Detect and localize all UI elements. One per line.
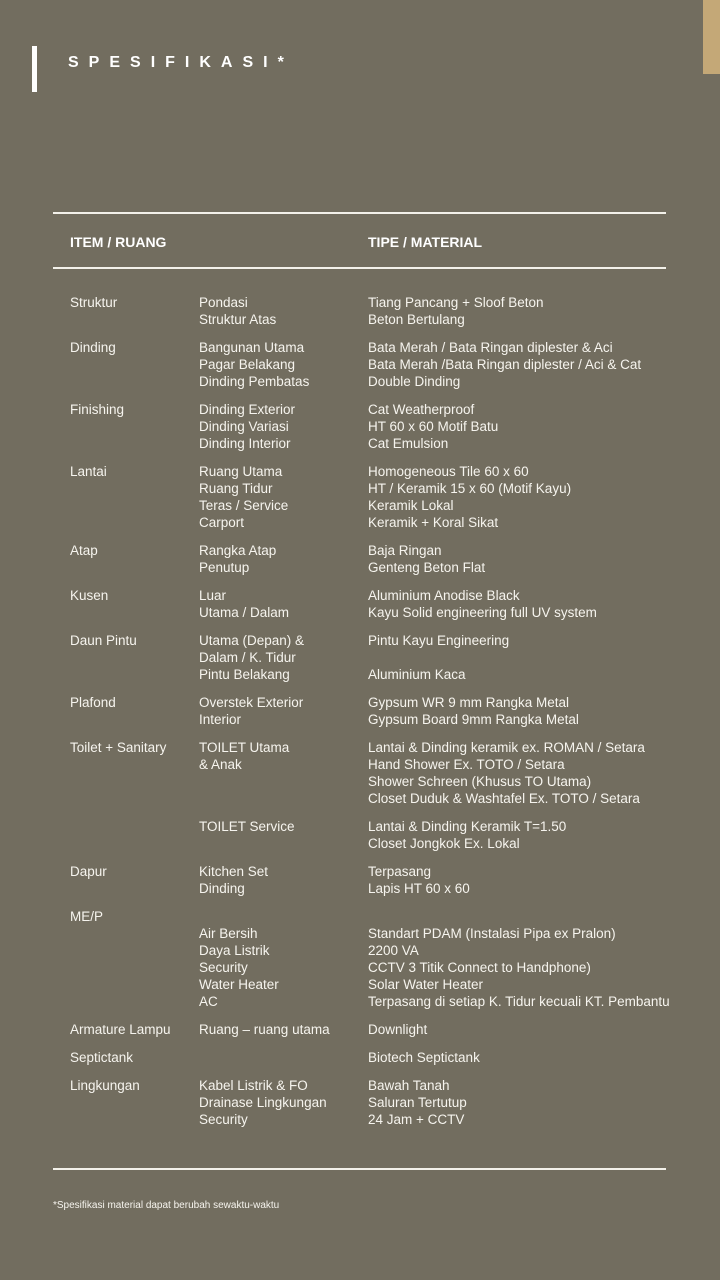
spec-row	[0, 863, 720, 897]
spec-category: ME/P	[70, 909, 104, 924]
spec-items	[199, 463, 288, 531]
spec-material: Terpasang di setiap K. Tidur kecuali KT. Pembantu	[368, 994, 670, 1009]
spec-material: CCTV 3 Titik Connect to Handphone)	[368, 960, 591, 975]
spec-item: Ruang – ruang utama	[199, 1022, 330, 1037]
spec-category: Plafond	[70, 695, 116, 710]
spec-category: Atap	[70, 543, 98, 558]
spec-item: Pintu Belakang	[199, 667, 290, 682]
spec-materials	[368, 463, 571, 531]
spec-row	[0, 908, 720, 1010]
spec-materials	[368, 1049, 480, 1066]
spec-item: Security	[199, 960, 248, 975]
spec-items	[199, 401, 295, 452]
spec-item: Air Bersih	[199, 926, 258, 941]
spec-row	[0, 587, 720, 621]
spec-material: Lantai & Dinding Keramik T=1.50	[368, 819, 567, 834]
spec-item: Dinding Variasi	[199, 419, 289, 434]
spec-item: Carport	[199, 515, 245, 530]
spec-item: Pondasi	[199, 295, 248, 310]
spec-item: Rangka Atap	[199, 543, 277, 558]
spec-item: Pagar Belakang	[199, 357, 296, 372]
spec-items	[199, 863, 268, 897]
spec-row	[0, 1049, 720, 1066]
spec-item: Luar	[199, 588, 227, 603]
spec-material: Aluminium Kaca	[368, 667, 466, 682]
spec-items	[199, 1021, 330, 1038]
spec-material: Standart PDAM (Instalasi Pipa ex Pralon)	[368, 926, 616, 941]
spec-item: Utama / Dalam	[199, 605, 290, 620]
spec-category: Finishing	[70, 402, 125, 417]
spec-category: Lingkungan	[70, 1078, 140, 1093]
spec-row	[0, 294, 720, 328]
table-top-rule	[53, 212, 666, 214]
spec-item: Kabel Listrik & FO	[199, 1078, 308, 1093]
footnote: *Spesifikasi material dapat berubah sewaktu-waktu	[53, 1200, 280, 1211]
spec-material: Bata Merah / Bata Ringan diplester & Aci	[368, 340, 613, 355]
spec-item: Security	[199, 1112, 248, 1127]
spec-material: Biotech Septictank	[368, 1050, 480, 1065]
spec-item: Bangunan Utama	[199, 340, 305, 355]
spec-items	[199, 632, 304, 683]
spec-items	[199, 339, 309, 390]
spec-materials	[368, 587, 597, 621]
spec-row	[0, 542, 720, 576]
spec-materials	[368, 818, 566, 852]
spec-material: Downlight	[368, 1022, 428, 1037]
spec-material: 24 Jam + CCTV	[368, 1112, 465, 1127]
spec-category: Septictank	[70, 1050, 134, 1065]
spec-material: Bata Merah /Bata Ringan diplester / Aci & Cat	[368, 357, 642, 372]
spec-material: Terpasang	[368, 864, 432, 879]
spec-item: Teras / Service	[199, 498, 289, 513]
spec-row	[0, 632, 720, 683]
spec-item: Struktur Atas	[199, 312, 277, 327]
spec-material: HT 60 x 60 Motif Batu	[368, 419, 499, 434]
spec-item: Drainase Lingkungan	[199, 1095, 327, 1110]
spec-row	[0, 463, 720, 531]
spec-materials	[368, 294, 544, 328]
spec-material: Cat Emulsion	[368, 436, 449, 451]
spec-items	[199, 587, 289, 621]
spec-item: Utama (Depan) &	[199, 633, 305, 648]
spec-category: Dinding	[70, 340, 116, 355]
spec-item: Overstek Exterior	[199, 695, 304, 710]
spec-table	[0, 294, 720, 1139]
spec-material: Gypsum Board 9mm Rangka Metal	[368, 712, 579, 727]
page-title: SPESIFIKASI*	[68, 54, 294, 71]
spec-materials	[368, 863, 470, 897]
spec-material: 2200 VA	[368, 943, 419, 958]
spec-material: Double Dinding	[368, 374, 461, 389]
spec-item: Dalam / K. Tidur	[199, 650, 296, 665]
spec-material: Homogeneous Tile 60 x 60	[368, 464, 529, 479]
spec-item: Dinding Interior	[199, 436, 291, 451]
corner-accent-tab	[703, 0, 720, 74]
spec-material: Cat Weatherproof	[368, 402, 475, 417]
spec-row	[0, 739, 720, 807]
spec-material: Lantai & Dinding keramik ex. ROMAN / Setara	[368, 740, 645, 755]
spec-row	[0, 1077, 720, 1128]
spec-items	[199, 294, 276, 328]
spec-row	[0, 1021, 720, 1038]
spec-item: Daya Listrik	[199, 943, 270, 958]
spec-material: Keramik + Koral Sikat	[368, 515, 499, 530]
spec-item: Ruang Tidur	[199, 481, 273, 496]
spec-item: Interior	[199, 712, 242, 727]
spec-material: Bawah Tanah	[368, 1078, 450, 1093]
spec-item: Dinding Pembatas	[199, 374, 310, 389]
spec-category: Dapur	[70, 864, 107, 879]
spec-item: & Anak	[199, 757, 242, 772]
spec-row	[0, 818, 720, 852]
spec-material: Genteng Beton Flat	[368, 560, 486, 575]
spec-material: Solar Water Heater	[368, 977, 484, 992]
header-item-ruang: ITEM / RUANG	[70, 234, 167, 250]
spec-materials	[368, 339, 641, 390]
spec-material: Closet Jongkok Ex. Lokal	[368, 836, 520, 851]
spec-row	[0, 694, 720, 728]
table-bottom-rule	[53, 1168, 666, 1170]
spec-materials	[368, 925, 670, 1010]
spec-items	[199, 542, 276, 576]
spec-item: Dinding Exterior	[199, 402, 296, 417]
spec-category: Daun Pintu	[70, 633, 137, 648]
spec-item: TOILET Utama	[199, 740, 290, 755]
spec-material	[368, 649, 509, 666]
spec-material: Lapis HT 60 x 60	[368, 881, 470, 896]
spec-material: Keramik Lokal	[368, 498, 454, 513]
spec-material: HT / Keramik 15 x 60 (Motif Kayu)	[368, 481, 572, 496]
spec-material: Shower Schreen (Khusus TO Utama)	[368, 774, 592, 789]
spec-category: Lantai	[70, 464, 107, 479]
spec-materials	[368, 739, 645, 807]
spec-materials	[368, 1021, 427, 1038]
spec-category: Toilet + Sanitary	[70, 740, 167, 755]
spec-item: Ruang Utama	[199, 464, 283, 479]
spec-material: Tiang Pancang + Sloof Beton	[368, 295, 544, 310]
spec-material: Baja Ringan	[368, 543, 442, 558]
spec-material: Gypsum WR 9 mm Rangka Metal	[368, 695, 570, 710]
table-header-rule	[53, 267, 666, 269]
spec-row	[0, 401, 720, 452]
spec-materials	[368, 632, 509, 683]
spec-item: Penutup	[199, 560, 250, 575]
header-tipe-material: TIPE / MATERIAL	[368, 234, 483, 250]
spec-materials	[368, 1077, 467, 1128]
spec-category: Struktur	[70, 295, 118, 310]
spec-item: Water Heater	[199, 977, 279, 992]
spec-item: AC	[199, 994, 218, 1009]
spec-items	[199, 925, 279, 1010]
spec-materials	[368, 694, 579, 728]
spec-item: Kitchen Set	[199, 864, 269, 879]
spec-row	[0, 339, 720, 390]
spec-material: Saluran Tertutup	[368, 1095, 467, 1110]
spec-category: Kusen	[70, 588, 109, 603]
spec-material: Beton Bertulang	[368, 312, 465, 327]
spec-category: Armature Lampu	[70, 1022, 171, 1037]
spec-materials	[368, 401, 498, 452]
spec-material: Aluminium Anodise Black	[368, 588, 520, 603]
spec-material: Closet Duduk & Washtafel Ex. TOTO / Setara	[368, 791, 640, 806]
spec-items	[199, 818, 295, 835]
spec-materials	[368, 542, 485, 576]
spec-material: Kayu Solid engineering full UV system	[368, 605, 597, 620]
spec-item: Dinding	[199, 881, 245, 896]
title-accent-bar	[32, 46, 37, 92]
spec-material: Pintu Kayu Engineering	[368, 633, 510, 648]
spec-material: Hand Shower Ex. TOTO / Setara	[368, 757, 565, 772]
spec-items	[199, 694, 303, 728]
spec-items	[199, 1077, 327, 1128]
spec-item: TOILET Service	[199, 819, 295, 834]
spec-items	[199, 739, 289, 773]
